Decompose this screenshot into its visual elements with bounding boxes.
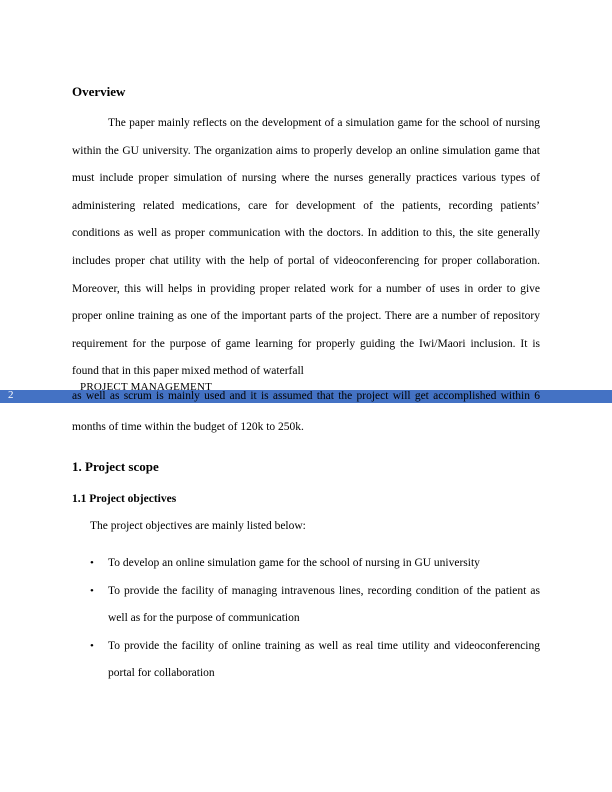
page-number: 2 (8, 389, 14, 401)
list-item-text: To develop an online simulation game for the school of nursing in GU university (108, 557, 480, 569)
project-objectives-heading: 1.1 Project objectives (72, 493, 177, 505)
objectives-intro: The project objectives are mainly listed below: (90, 520, 306, 532)
list-item-text: To provide the facility of online training as well as real time utility and videoconferencing portal for collaboration (108, 639, 540, 680)
overview-heading: Overview (72, 84, 126, 99)
overview-continuation-line-2: months of time within the budget of 120k to 250k. (72, 421, 304, 433)
bullet-icon: • (90, 584, 94, 597)
bullet-icon: • (90, 557, 94, 569)
objectives-list (90, 550, 540, 688)
list-item (90, 550, 540, 578)
running-header-title: PROJECT MANAGEMENT (80, 381, 213, 393)
bullet-icon: • (90, 639, 94, 652)
list-item (90, 578, 540, 633)
overview-paragraph: The paper mainly reflects on the development of a simulation game for the school of nursing within the GU university. The organization aims to properly develop an online simulation game that must include proper simulation of nursing where the nurses generally practices various types of administering related medications, care for development of the patients, recording patients’ conditions as well as proper communication with the doctors. In addition to this, the site generally includes proper chat utility with the help of portal of videoconferencing for proper collaboration. Moreover, this will helps in providing proper related work for a number of uses in order to give proper online training as one of the important parts of the project. There are a number of repository requirement for the purpose of game learning for properly guiding the Iwi/Maori inclusion. It is found that in this paper mixed method of waterfall (72, 117, 540, 378)
project-scope-heading: 1. Project scope (72, 459, 159, 474)
list-item (90, 633, 540, 688)
list-item-text: To provide the facility of managing intravenous lines, recording condition of the patient as well as for the purpose of communication (108, 584, 540, 625)
overview-continuation-line-1: as well as scrum is mainly used and it is assumed that the project will get accomplished within 6 (72, 390, 540, 402)
